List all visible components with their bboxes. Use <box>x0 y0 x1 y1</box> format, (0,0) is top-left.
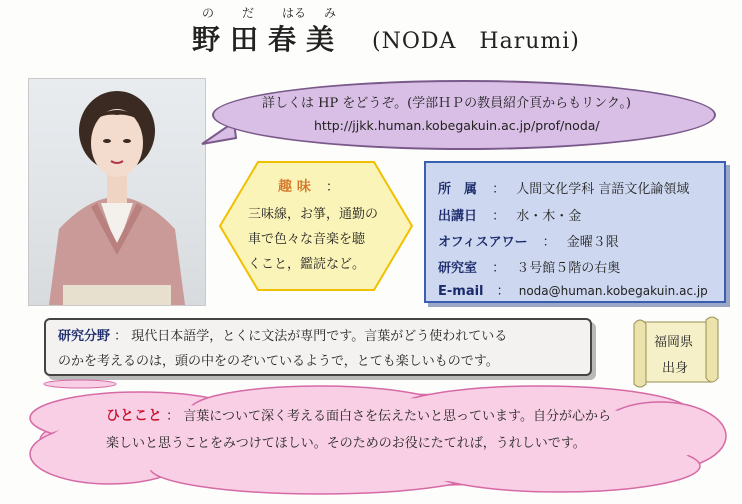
furigana-haru: はる <box>282 6 307 20</box>
hobby-line-2: 車で色々な音楽を聴 <box>248 232 366 247</box>
info-row-office-hours <box>438 231 619 250</box>
origin-line-1: 福岡県 <box>654 335 694 350</box>
info-label: 研究室 <box>438 261 478 276</box>
hitokoto-text-2: 楽しいと思うことをみつけてほしい。そのためのお役にたてれば，うれしいです。 <box>106 436 586 451</box>
homepage-url-link[interactable]: http://jjkk.human.kobegakuin.ac.jp/prof/noda/ <box>314 118 600 133</box>
info-sep: ： <box>492 261 506 276</box>
page-title: 野田春美 <box>192 23 345 56</box>
hobby-heading <box>278 176 339 196</box>
hitokoto-line-1 <box>106 405 611 425</box>
info-sep: ： <box>492 209 506 224</box>
info-value: 人間文化学科 言語文化論領域 <box>516 182 690 197</box>
info-row-affiliation <box>438 178 689 197</box>
info-row-email <box>438 280 708 299</box>
research-text-1: ： 現代日本語学，とくに文法が専門です。言葉がどう使われている <box>114 329 508 344</box>
info-value: 金曜３限 <box>566 235 619 250</box>
info-sep: ： <box>542 235 556 250</box>
research-label: 研究分野 <box>58 329 111 344</box>
research-text-2: のかを考えるのは，頭の中をのぞいているようで，とても楽しいものです。 <box>58 354 499 369</box>
info-row-lecture-days <box>438 205 581 224</box>
name-romanized: (NODA Harumi) <box>372 29 580 54</box>
hitokoto-text-1: ： 言葉について深く考える面白さを伝えたいと思っています。自分が心から <box>166 409 611 424</box>
homepage-speech-bubble <box>212 80 716 150</box>
info-label: 所 属 <box>438 182 478 197</box>
hobby-line-3: くこと，鑑読など。 <box>248 257 366 272</box>
info-row-office <box>438 257 620 276</box>
hobby-line-1: 三味線，お箏，通勤の <box>248 207 379 222</box>
homepage-note: 詳しくは HP をどうぞ。(学部ＨＰの教員紹介頁からもリンク。) <box>262 96 631 111</box>
research-line-1 <box>58 325 507 344</box>
portrait-photo <box>28 78 206 306</box>
info-label: オフィスアワー <box>438 235 528 250</box>
info-sep: ： <box>496 284 510 299</box>
info-sep: ： <box>492 182 506 197</box>
furigana-no: の <box>202 6 215 20</box>
info-value: 水・木・金 <box>516 209 582 224</box>
info-label: E-mail <box>438 284 484 299</box>
email-link[interactable]: noda@human.kobegakuin.ac.jp <box>518 284 708 298</box>
hobby-colon: ： <box>325 180 339 195</box>
info-value: ３号館５階の右奥 <box>516 261 621 276</box>
furigana-mi: み <box>324 6 337 20</box>
origin-line-2: 出身 <box>662 361 689 376</box>
furigana-da: だ <box>242 6 255 20</box>
hitokoto-label: ひとこと <box>106 408 162 424</box>
info-label: 出講日 <box>438 209 478 224</box>
hobby-title: 趣 味 <box>278 179 311 195</box>
